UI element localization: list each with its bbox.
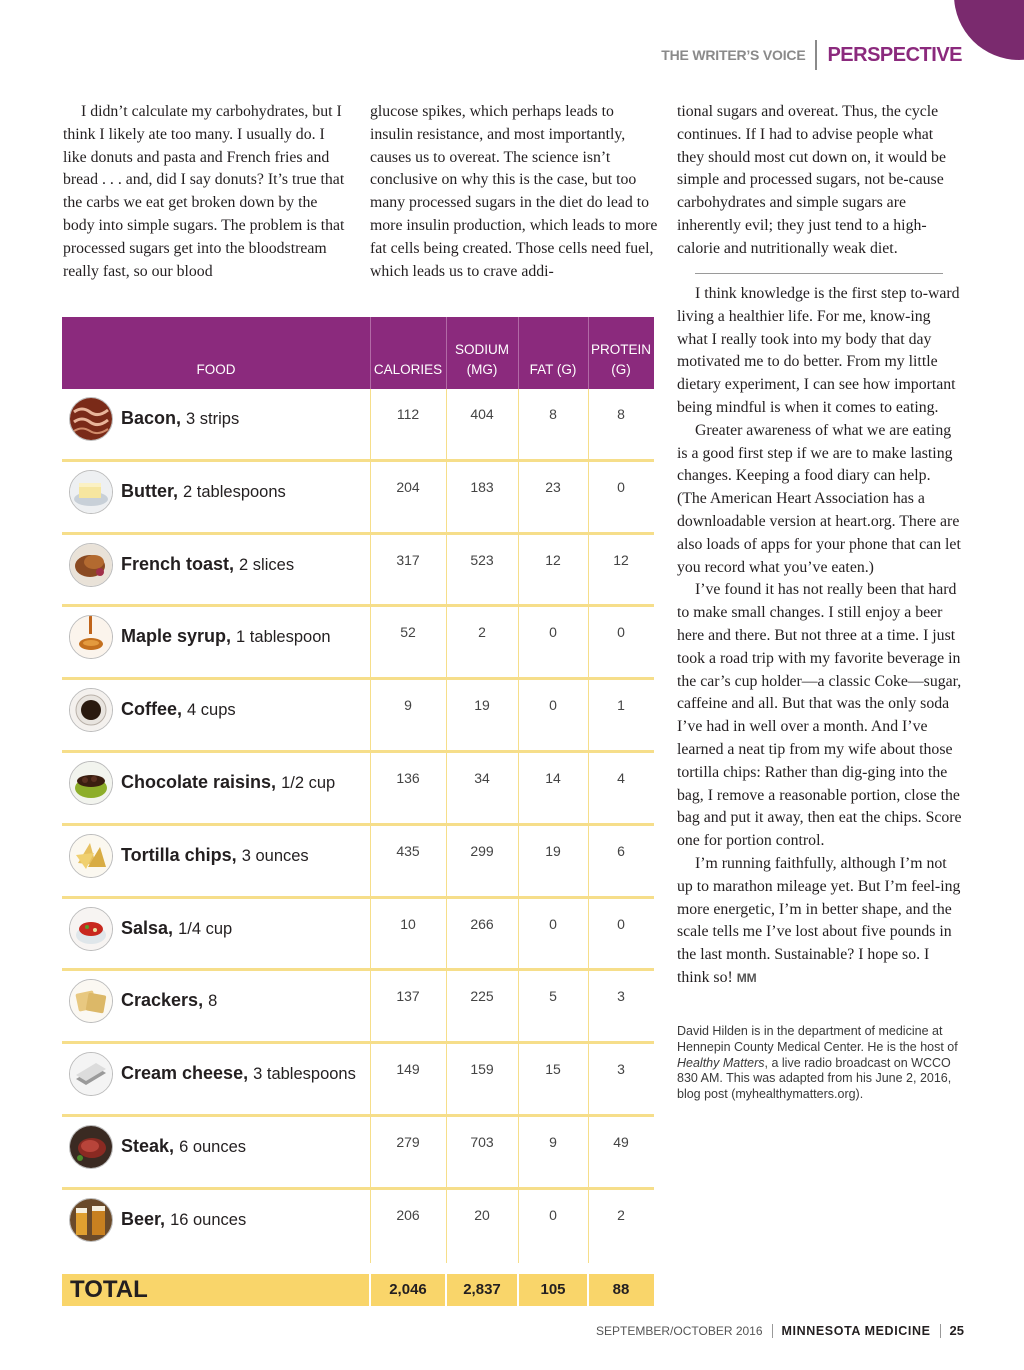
- food-label: Chocolate raisins,: [121, 771, 277, 792]
- column-rule: [446, 607, 447, 677]
- fat-cell: 0: [549, 624, 557, 641]
- column-rule: [446, 826, 447, 896]
- protein-cell: 12: [613, 551, 629, 568]
- food-amount: 4 cups: [187, 701, 236, 720]
- fat-cell: 0: [549, 697, 557, 714]
- column-rule: [370, 971, 371, 1041]
- calories-cell: 52: [400, 624, 416, 641]
- total-protein: 88: [612, 1281, 630, 1298]
- column-rule: [588, 680, 589, 750]
- column-rule: [518, 389, 519, 459]
- food-name: [121, 772, 335, 793]
- column-rule: [518, 535, 519, 605]
- calories-cell: 136: [396, 769, 420, 786]
- column-rule: [370, 753, 371, 823]
- fat-cell: 14: [545, 769, 561, 786]
- protein-cell: 6: [617, 842, 625, 859]
- bacon-icon: [69, 397, 113, 441]
- paragraph: [677, 853, 963, 990]
- column-rule: [518, 1044, 519, 1114]
- column-rule: [588, 317, 589, 389]
- food-label: Crackers,: [121, 990, 204, 1011]
- protein-cell: 3: [617, 1061, 625, 1078]
- table-row: [62, 753, 654, 826]
- column-rule: [588, 971, 589, 1041]
- column-rule: [370, 317, 371, 389]
- column-rule: [370, 1190, 371, 1263]
- table-row: [62, 607, 654, 680]
- page-number: 25: [949, 1323, 964, 1338]
- butter-icon: [69, 470, 113, 514]
- article-column-2: [370, 101, 660, 283]
- maple-syrup-icon: [69, 615, 113, 659]
- sodium-cell: 183: [470, 478, 494, 495]
- total-calories: 2,046: [389, 1281, 427, 1298]
- fat-cell: 0: [549, 1206, 557, 1223]
- calories-cell: 137: [396, 988, 420, 1005]
- article-column-1: [63, 101, 345, 283]
- column-rule: [370, 607, 371, 677]
- protein-cell: 0: [617, 915, 625, 932]
- calories-cell: 149: [396, 1061, 420, 1078]
- food-label: Steak,: [121, 1135, 175, 1156]
- sodium-cell: 266: [470, 915, 494, 932]
- table-row: [62, 680, 654, 753]
- issue-date: SEPTEMBER/OCTOBER 2016: [596, 1323, 763, 1338]
- department-label: PERSPECTIVE: [827, 43, 962, 66]
- column-rule: [588, 826, 589, 896]
- table-row: [62, 1117, 654, 1190]
- column-rule: [518, 753, 519, 823]
- header-sodium-line1: SODIUM: [455, 342, 509, 357]
- column-rule: [446, 389, 447, 459]
- french-toast-icon: [69, 543, 113, 587]
- column-rule: [446, 1044, 447, 1114]
- header-calories: CALORIES: [373, 362, 443, 377]
- column-rule: [445, 1274, 447, 1306]
- total-label: TOTAL: [70, 1276, 148, 1303]
- protein-cell: 8: [617, 406, 625, 422]
- paragraph: I think knowledge is the first step to-ward living a healthier life. For me, know-ing what I really took into my body that day motivated me to do better. From my little dietary experiment, I can see how important being mindful is when it comes to eating.: [677, 285, 960, 416]
- food-amount: 2 tablespoons: [183, 482, 286, 501]
- column-rule: [588, 1044, 589, 1114]
- food-name: [121, 554, 294, 575]
- calories-cell: 435: [396, 842, 420, 859]
- table-row: [62, 826, 654, 899]
- sodium-cell: 20: [474, 1206, 490, 1223]
- protein-cell: 1: [617, 697, 625, 714]
- sodium-cell: 2: [478, 624, 486, 641]
- column-rule: [518, 317, 519, 389]
- column-rule: [370, 899, 371, 969]
- protein-cell: 2: [617, 1206, 625, 1223]
- food-amount: 16 ounces: [170, 1210, 247, 1229]
- running-head: [661, 40, 962, 70]
- food-name: [121, 1063, 356, 1084]
- column-rule: [588, 462, 589, 532]
- sodium-cell: 299: [470, 842, 494, 859]
- signoff-mark: MM: [736, 970, 757, 985]
- column-rule: [370, 826, 371, 896]
- beer-icon: [69, 1198, 113, 1242]
- column-divider: [695, 273, 943, 274]
- food-amount: 1/4 cup: [178, 919, 233, 938]
- food-name: [121, 626, 331, 647]
- column-rule: [517, 1274, 519, 1306]
- food-label: Beer,: [121, 1208, 166, 1229]
- food-label: Salsa,: [121, 917, 174, 938]
- food-name: [121, 845, 309, 866]
- column-rule: [369, 1274, 371, 1306]
- food-name: [121, 1136, 246, 1157]
- column-rule: [446, 971, 447, 1041]
- food-amount: 1/2 cup: [281, 773, 336, 792]
- food-amount: 3 tablespoons: [253, 1065, 356, 1084]
- food-name: [121, 918, 232, 939]
- food-label: Butter,: [121, 480, 179, 501]
- sodium-cell: 523: [470, 551, 494, 568]
- table-row: [62, 1190, 654, 1263]
- header-protein-line2: (G): [611, 362, 631, 377]
- author-bio: [677, 1024, 967, 1103]
- fat-cell: 19: [545, 842, 561, 859]
- food-name: [121, 481, 286, 502]
- food-amount: 1 tablespoon: [236, 628, 331, 647]
- show-title: Healthy Matters: [677, 1055, 765, 1070]
- column-rule: [587, 1274, 589, 1306]
- table-row: [62, 971, 654, 1044]
- food-label: Maple syrup,: [121, 626, 232, 647]
- page-footer: [596, 1323, 964, 1338]
- table-body: [62, 389, 654, 1263]
- fat-cell: 5: [549, 988, 557, 1005]
- food-amount: 6 ounces: [179, 1137, 247, 1156]
- crackers-icon: [69, 979, 113, 1023]
- food-name: [121, 699, 236, 720]
- calories-cell: 204: [396, 478, 420, 495]
- magazine-name: MINNESOTA MEDICINE: [781, 1323, 931, 1338]
- food-label: Cream cheese,: [121, 1063, 249, 1084]
- corner-decoration: [954, 0, 1024, 60]
- chocolate-raisins-icon: [69, 761, 113, 805]
- table-row: [62, 535, 654, 608]
- calories-cell: 10: [400, 915, 416, 932]
- footer-divider: [940, 1324, 941, 1338]
- fat-cell: 12: [545, 551, 561, 568]
- closing-text: I’m running faithfully, although I’m not up to marathon mileage yet. But I’m feel-ing more energetic, I’m in better shape, and the scale tells me I’ve lost about five pounds in the last month. Sustainable? I hope so. I think so!: [677, 854, 961, 986]
- column-rule: [446, 1190, 447, 1263]
- total-fat: 105: [540, 1281, 566, 1298]
- column-rule: [370, 680, 371, 750]
- column-rule: [446, 317, 447, 389]
- sodium-cell: 19: [474, 697, 490, 714]
- food-label: Coffee,: [121, 699, 183, 720]
- bio-text: , a live radio broadcast on WCCO 830 AM. This was adapted from his June 2, 2016, blog post (myhealthymatters.org).: [677, 1055, 952, 1102]
- bio-text: David Hilden is in the department of medicine at Hennepin County Medical Center. He is the host of: [677, 1024, 958, 1054]
- footer-divider: [772, 1324, 773, 1338]
- article-column-3-bottom: [677, 283, 963, 990]
- calories-cell: 279: [396, 1133, 420, 1150]
- paragraph: I’ve found it has not really been that hard to make small changes. I still enjoy a beer here and there. But not three at a time. I just took a road trip with my favorite beverage in the car’s cup holder—a classic Coke—sugar, caffeine and all. But that was the only soda I’ve had in well over a month. And I’ve learned a neat tip from my wife about those tortilla chips: Rather than dig-ging into the bag, I remove a reasonable portion, close the bag and put it away, then eat the chips. Score one for portion control.: [677, 581, 962, 850]
- sodium-cell: 159: [470, 1061, 494, 1078]
- article-column-3-top: [677, 101, 963, 261]
- table-row: [62, 462, 654, 535]
- column-rule: [370, 1044, 371, 1114]
- calories-cell: 112: [396, 406, 420, 422]
- column-rule: [518, 607, 519, 677]
- column-rule: [518, 462, 519, 532]
- column-rule: [518, 1190, 519, 1263]
- column-rule: [588, 1117, 589, 1187]
- header-protein-line1: PROTEIN: [590, 342, 651, 357]
- column-rule: [446, 680, 447, 750]
- salsa-icon: [69, 907, 113, 951]
- column-rule: [446, 899, 447, 969]
- column-rule: [446, 753, 447, 823]
- table-row: [62, 1044, 654, 1117]
- table-row: [62, 389, 654, 462]
- calories-cell: 317: [396, 551, 420, 568]
- column-rule: [370, 1117, 371, 1187]
- paragraph: glucose spikes, which perhaps leads to insulin resistance, and most importantly, causes us to overeat. The science isn’t conclusive on why this is the case, but too many processed sugars in the diet do lead to more insulin production, which leads to more fat cells being created. Those cells need fuel, which leads us to crave addi-: [370, 103, 658, 280]
- sodium-cell: 34: [474, 769, 490, 786]
- food-label: Tortilla chips,: [121, 844, 237, 865]
- paragraph: tional sugars and overeat. Thus, the cycle continues. If I had to advise people what they should most cut down on, it would be simple and processed sugars, not be-cause carbohydrates and simple sugars are inherently evil; they just tend to a high-calorie and nutritionally weak diet.: [677, 103, 946, 257]
- protein-cell: 4: [617, 769, 625, 786]
- column-rule: [588, 899, 589, 969]
- header-food: FOOD: [196, 362, 236, 377]
- sodium-cell: 404: [470, 406, 494, 422]
- section-label: THE WRITER’S VOICE: [661, 47, 806, 63]
- protein-cell: 0: [617, 478, 625, 495]
- calories-cell: 206: [396, 1206, 420, 1223]
- protein-cell: 49: [613, 1133, 629, 1150]
- column-rule: [518, 1117, 519, 1187]
- column-rule: [370, 462, 371, 532]
- header-sodium-line2: (MG): [466, 362, 498, 377]
- column-rule: [370, 389, 371, 459]
- cream-cheese-icon: [69, 1052, 113, 1096]
- column-rule: [518, 680, 519, 750]
- column-rule: [588, 1190, 589, 1263]
- steak-icon: [69, 1125, 113, 1169]
- sodium-cell: 703: [470, 1133, 494, 1150]
- protein-cell: 0: [617, 624, 625, 641]
- paragraph: I didn’t calculate my carbohydrates, but I think I likely ate too many. I usually do. I like donuts and pasta and French fries and bread . . . and, did I say donuts? It’s true that the carbs we eat get broken down by the body into simple sugars. The problem is that processed sugars get into the bloodstream really fast, so our blood: [63, 103, 345, 280]
- paragraph: Greater awareness of what we are eating is a good first step if we are to make lasting changes. Keeping a food diary can help. (The American Heart Association has a downloadable version at heart.org. There are also loads of apps for your phone that can let you record what you’ve eaten.): [677, 421, 961, 576]
- column-rule: [518, 971, 519, 1041]
- food-name: [121, 990, 217, 1011]
- total-row: [62, 1274, 654, 1306]
- food-amount: 8: [208, 992, 218, 1011]
- column-rule: [370, 535, 371, 605]
- sodium-cell: 225: [470, 988, 494, 1005]
- column-rule: [446, 462, 447, 532]
- total-sodium: 2,837: [463, 1281, 501, 1298]
- column-rule: [446, 535, 447, 605]
- table-row: [62, 899, 654, 972]
- header-protein: [588, 340, 654, 380]
- calories-cell: 9: [404, 697, 412, 714]
- coffee-icon: [69, 688, 113, 732]
- fat-cell: 0: [549, 915, 557, 932]
- table-header: [62, 317, 654, 389]
- fat-cell: 15: [545, 1061, 561, 1078]
- tortilla-chips-icon: [69, 834, 113, 878]
- column-rule: [446, 1117, 447, 1187]
- header-fat: FAT (G): [529, 362, 577, 377]
- column-rule: [588, 535, 589, 605]
- food-label: Bacon,: [121, 408, 182, 428]
- fat-cell: 9: [549, 1133, 557, 1150]
- protein-cell: 3: [617, 988, 625, 1005]
- food-amount: 3 strips: [186, 410, 240, 428]
- food-name: [121, 1209, 246, 1230]
- column-rule: [588, 389, 589, 459]
- fat-cell: 8: [549, 406, 557, 422]
- food-name: [121, 408, 239, 429]
- food-nutrition-table: [62, 317, 654, 1306]
- column-rule: [588, 607, 589, 677]
- column-rule: [588, 753, 589, 823]
- column-rule: [518, 826, 519, 896]
- food-amount: 2 slices: [239, 555, 295, 574]
- fat-cell: 23: [545, 478, 561, 495]
- food-label: French toast,: [121, 553, 235, 574]
- header-sodium: [446, 340, 518, 380]
- column-rule: [518, 899, 519, 969]
- food-amount: 3 ounces: [241, 846, 309, 865]
